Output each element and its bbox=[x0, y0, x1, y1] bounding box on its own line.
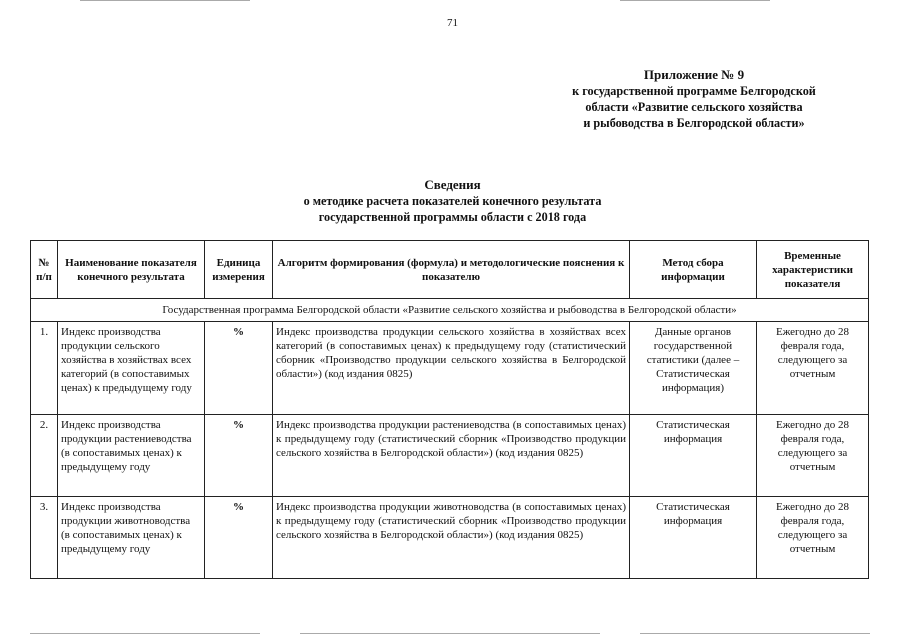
indicator-timing: Ежегодно до 28 февраля года, следующего за отчетным bbox=[757, 322, 869, 415]
indicator-method: Статистическая информация bbox=[630, 415, 757, 497]
table-header-row bbox=[31, 241, 869, 299]
appendix-title: Приложение № 9 bbox=[643, 67, 745, 82]
column-header-name: Наименование показателя конечного результата bbox=[58, 241, 205, 299]
row-number: 2. bbox=[31, 415, 58, 497]
appendix-line: области «Развитие сельского хозяйства bbox=[585, 100, 803, 114]
table-row bbox=[31, 497, 869, 579]
indicator-algorithm: Индекс производства продукции животноводства (в сопоставимых ценах) к предыдущему году (статистический сборник «Производство продукции сельского хозяйства в Белгородской области») (код издания 0825) bbox=[273, 497, 630, 579]
appendix-line: и рыбоводства в Белгородской области» bbox=[583, 116, 805, 130]
indicator-name: Индекс производства продукции сельского хозяйства в хозяйствах всех категорий (в сопоставимых ценах) к предыдущему году bbox=[58, 322, 205, 415]
indicator-unit: % bbox=[205, 497, 273, 579]
column-header-num: № п/п bbox=[31, 241, 58, 299]
column-header-algorithm: Алгоритм формирования (формула) и методологические пояснения к показателю bbox=[273, 241, 630, 299]
table-row bbox=[31, 322, 869, 415]
table-row bbox=[31, 415, 869, 497]
indicator-method: Статистическая информация bbox=[630, 497, 757, 579]
scan-artifact-line bbox=[80, 0, 250, 1]
column-header-unit: Единица измерения bbox=[205, 241, 273, 299]
indicator-timing: Ежегодно до 28 февраля года, следующего за отчетным bbox=[757, 415, 869, 497]
indicator-timing: Ежегодно до 28 февраля года, следующего за отчетным bbox=[757, 497, 869, 579]
indicator-method: Данные органов государственной статистики (далее – Статистическая информация) bbox=[630, 322, 757, 415]
document-heading bbox=[0, 177, 905, 225]
indicator-algorithm: Индекс производства продукции растениеводства (в сопоставимых ценах) к предыдущему году (статистический сборник «Производство продукции сельского хозяйства в Белгородской области») (код издания 0825) bbox=[273, 415, 630, 497]
column-header-timing: Временные характеристики показателя bbox=[757, 241, 869, 299]
heading-line: о методике расчета показателей конечного результата bbox=[303, 194, 602, 208]
page-number: 71 bbox=[447, 17, 458, 29]
program-row bbox=[31, 299, 869, 322]
indicator-name: Индекс производства продукции растениеводства (в сопоставимых ценах) к предыдущему году bbox=[58, 415, 205, 497]
indicator-algorithm: Индекс производства продукции сельского хозяйства в хозяйствах всех категорий (в сопоставимых ценах) к предыдущему году (статистический сборник «Производство продукции сельского хозяйства в Белгородской области») (код издания 0825) bbox=[273, 322, 630, 415]
scan-artifact-line bbox=[300, 633, 600, 634]
program-title-cell: Государственная программа Белгородской области «Развитие сельского хозяйства и рыбоводства в Белгородской области» bbox=[31, 299, 869, 322]
heading-line: государственной программы области с 2018 года bbox=[318, 210, 587, 224]
row-number: 3. bbox=[31, 497, 58, 579]
scan-artifact-line bbox=[30, 633, 260, 634]
heading-title: Сведения bbox=[424, 177, 481, 192]
indicators-table bbox=[30, 240, 869, 579]
indicator-unit: % bbox=[205, 322, 273, 415]
row-number: 1. bbox=[31, 322, 58, 415]
indicator-unit: % bbox=[205, 415, 273, 497]
appendix-line: к государственной программе Белгородской bbox=[572, 84, 816, 98]
scan-artifact-line bbox=[620, 0, 770, 1]
column-header-method: Метод сбора информации bbox=[630, 241, 757, 299]
scan-artifact-line bbox=[640, 633, 870, 634]
appendix-header bbox=[529, 67, 859, 131]
indicator-name: Индекс производства продукции животноводства (в сопоставимых ценах) к предыдущему году bbox=[58, 497, 205, 579]
